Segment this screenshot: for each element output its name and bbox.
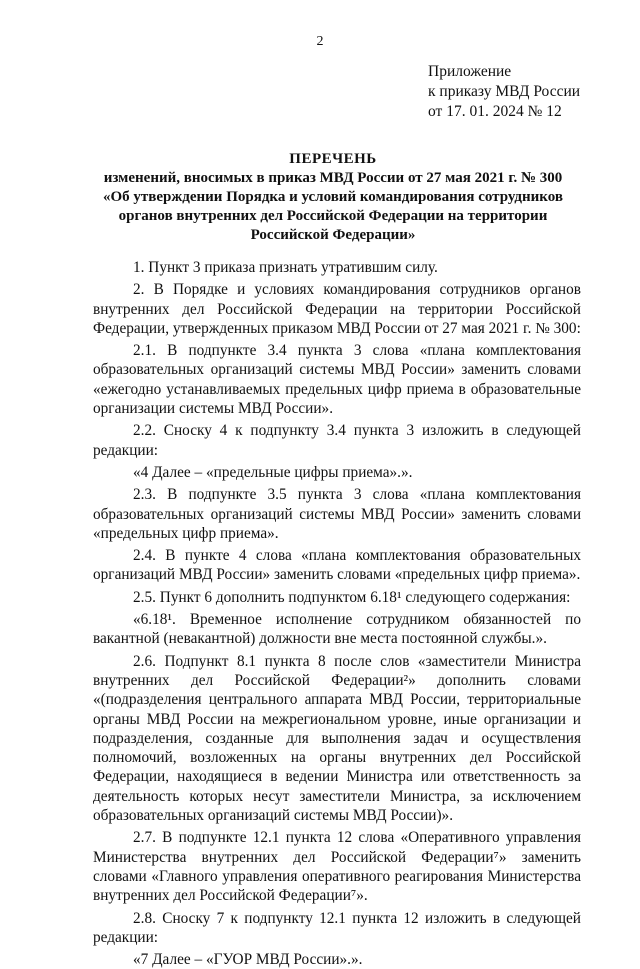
appendix-line-3: от 17. 01. 2024 № 12 xyxy=(428,103,562,120)
paragraph-1: 1. Пункт 3 приказа признать утратившим силу. xyxy=(133,259,438,276)
document-heading xyxy=(90,150,576,245)
heading-title: ПЕРЕЧЕНЬ xyxy=(289,151,377,167)
document-body xyxy=(93,258,581,969)
footnote-4-text: «4 Далее – «предельные цифры приема».». xyxy=(133,463,413,481)
paragraph-2-2: 2.2. Сноску 4 к подпункту 3.4 пункта 3 изложить в следующей редакции: xyxy=(93,422,581,459)
subparagraph-6-18-text: «6.18¹. Временное исполнение сотрудником обязанностей по вакантной (невакантной) должности вне места постоянной службы.». xyxy=(93,611,581,648)
paragraph-2-8: 2.8. Сноску 7 к подпункту 12.1 пункта 12 изложить в следующей редакции: xyxy=(93,909,581,946)
paragraph-2-1: 2.1. В подпункте 3.4 пункта 3 слова «плана комплектования образовательных организаций системы МВД России» заменить словами «ежегодно устанавливаемых предельных цифр приема в образовательные организации системы МВД России». xyxy=(93,342,581,418)
page-number: 2 xyxy=(316,34,324,49)
paragraph-2-7: 2.7. В подпункте 12.1 пункта 12 слова «Оперативного управления Министерства внутренних дел Российской Федерации⁷» заменить словами «Главного управления оперативного реагирования Министерства внутренних дел Российской Федерации⁷». xyxy=(93,829,581,905)
paragraph-2-3: 2.3. В подпункте 3.5 пункта 3 слова «плана комплектования образовательных организаций системы МВД России» заменить словами «предельных цифр приема». xyxy=(93,486,581,542)
paragraph-2-6: 2.6. Подпункт 8.1 пункта 8 после слов «заместители Министра внутренних дел Российской Федерации²» дополнить словами «(подразделения центрального аппарата МВД России, территориальные органы МВД России на межрегиональном уровне, иные организации и подразделения, созданные для выполнения задач и осуществления полномочий, возложенных на органы внутренних дел Российской Федерации, находящиеся в ведении Министра или ответственность за деятельность которых несут заместители Министра, за исключением образовательных организаций системы МВД России)». xyxy=(93,652,581,825)
paragraph-2: 2. В Порядке и условиях командирования сотрудников органов внутренних дел Российской Федерации на территории Российской Федерации, утвержденных приказом МВД России от 27 мая 2021 г. № 300: xyxy=(93,281,581,337)
appendix-line-1: Приложение xyxy=(428,63,512,80)
appendix-block xyxy=(428,62,580,122)
appendix-line-2: к приказу МВД России xyxy=(428,83,581,100)
paragraph-2-4: 2.4. В пункте 4 слова «плана комплектования образовательных организаций МВД России» заменить словами «предельных цифр приема». xyxy=(93,547,581,584)
heading-subtitle: изменений, вносимых в приказ МВД России от 27 мая 2021 г. № 300 «Об утверждении Порядка и условий командирования сотрудников органов внутренних дел Российской Федерации на территории Российской Федерации» xyxy=(103,170,563,243)
paragraph-2-5: 2.5. Пункт 6 дополнить подпунктом 6.18¹ следующего содержания: xyxy=(133,588,571,606)
footnote-7-text: «7 Далее – «ГУОР МВД России».». xyxy=(133,951,363,969)
